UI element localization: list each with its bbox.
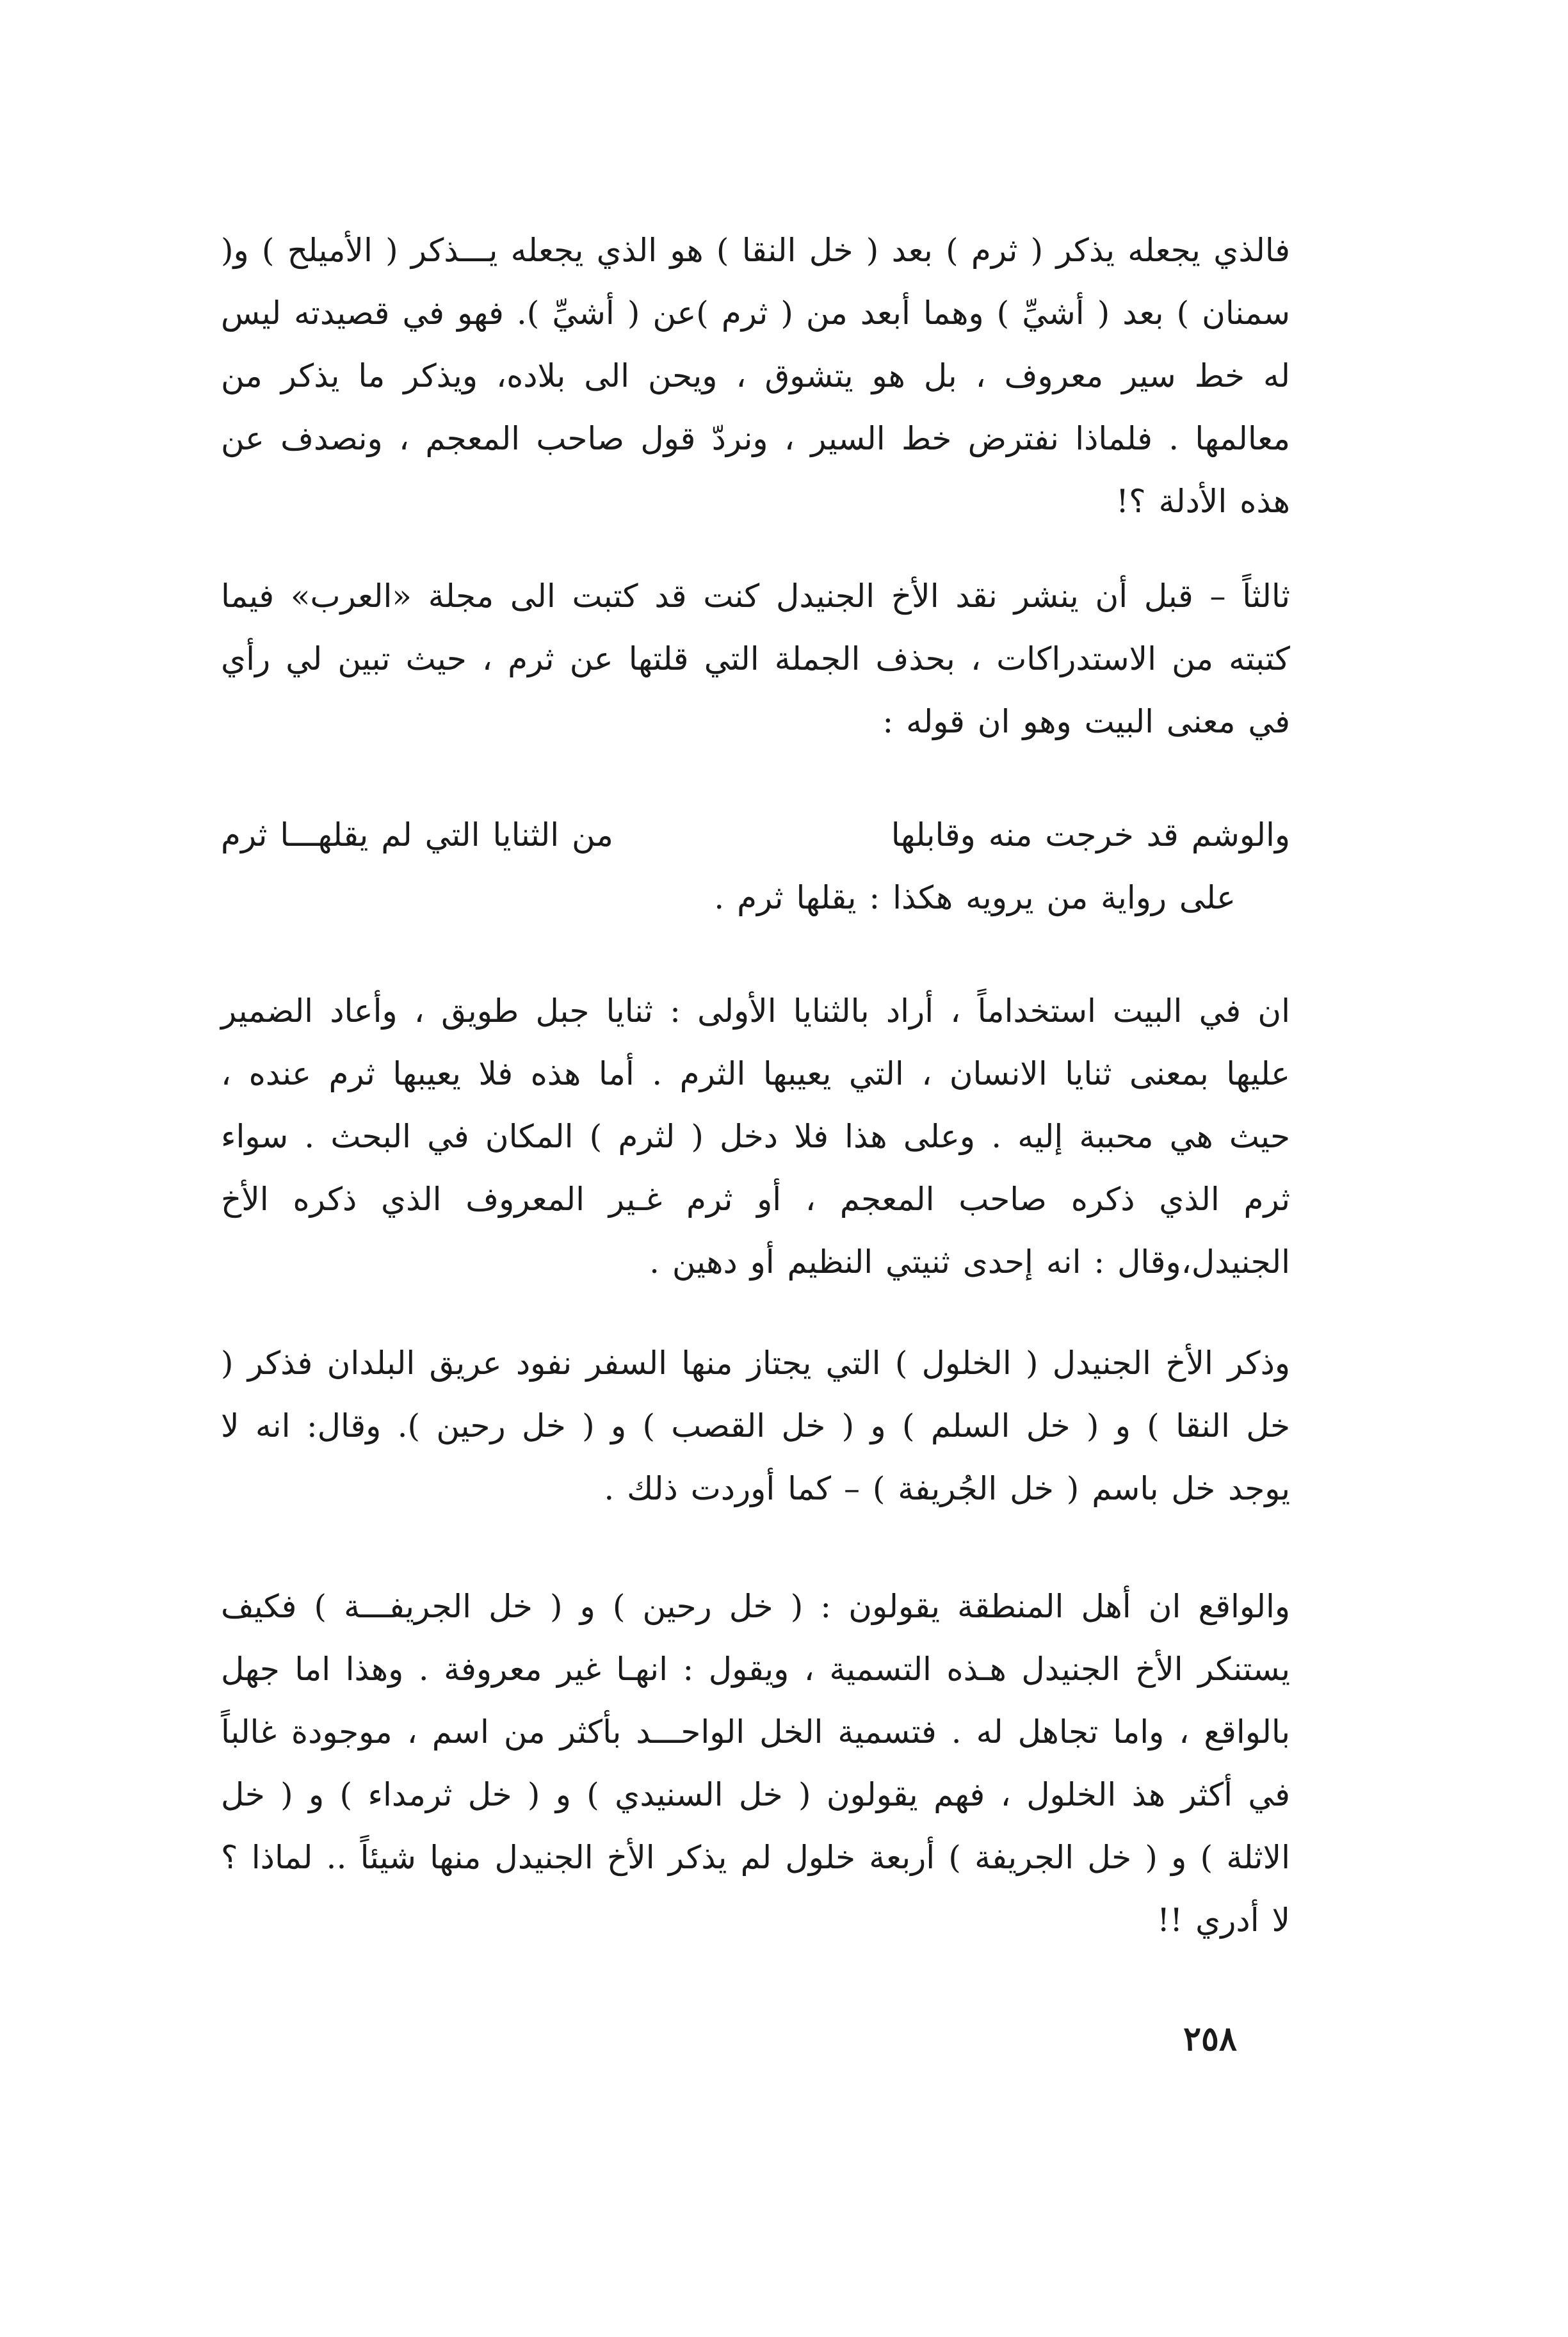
paragraph-1-text: فالذي يجعله يذكر ( ثرم ) بعد ( خل النقا ) هو الذي يجعله يـــذكر ( الأميلح ) و( سمنان ) بعد ( أشيِّ ) وهما أبعد من ( ثرم )عن ( أشيِّ ). فهو في قصيدته ليس له خط سير معروف ، بل هو يتشوق ، ويحن الى بلاده، ويذكر ما يذكر من معالمها . فلماذا نفترض خط السير ، ونردّ قول صاحب المعجم ، ونصدف عن هذه الأدلة ؟!: [221, 232, 1290, 520]
verse-block: [221, 804, 1290, 929]
paragraph-1: [221, 219, 1290, 533]
paragraph-2: [221, 565, 1290, 753]
paragraph-3-text: ان في البيت استخداماً ، أراد بالثنايا الأولى : ثنايا جبل طويق ، وأعاد الضمير عليها بمعنى ثنايا الانسان ، التي يعيبها الثرم . أما هذه فلا يعيبها ثرم عنده ، حيث هي محببة إليه . وعلى هذا فلا دخل ( لثرم ) المكان في البحث . سواء ثرم الذي ذكره صاحب المعجم ، أو ثرم غـير المعروف الذي ذكره الأخ الجنيدل،وقال : انه إحدى ثنيتي النظيم أو دهين .: [221, 992, 1290, 1281]
paragraph-4: [221, 1332, 1290, 1520]
verse-first-hemistich: والوشم قد خرجت منه وقابلها: [891, 816, 1290, 853]
verse-line: [221, 804, 1290, 866]
paragraph-2-text: ثالثاً – قبل أن ينشر نقد الأخ الجنيدل كنت قد كتبت الى مجلة «العرب» فيما كتبته من الاستدراكات ، بحذف الجملة التي قلتها عن ثرم ، حيث تبين لي رأي في معنى البيت وهو ان قوله :: [221, 578, 1290, 740]
paragraph-5: [221, 1575, 1290, 1952]
page-number: ٢٥٨: [1183, 2019, 1237, 2058]
verse-note: على رواية من يرويه هكذا : يقلها ثرم .: [714, 879, 1236, 916]
paragraph-5-text: والواقع ان أهل المنطقة يقولون : ( خل رحين ) و ( خل الجريفـــة ) فكيف يستنكر الأخ الجنيدل هـذه التسمية ، ويقول : انهـا غير معروفة . وهذا اما جهل بالواقع ، واما تجاهل له . فتسمية الخل الواحـــد بأكثر من اسم ، موجودة غالباً في أكثر هذ الخلول ، فهم يقولون ( خل السنيدي ) و ( خل ثرمداء ) و ( خل الاثلة ) و ( خل الجريفة ) أربعة خلول لم يذكر الأخ الجنيدل منها شيئاً .. لماذا ؟ لا أدري !!: [221, 1588, 1290, 1939]
verse-second-hemistich: من الثنايا التي لم يقلهـــا ثرم: [221, 816, 613, 853]
paragraph-3: [221, 980, 1290, 1293]
paragraph-4-text: وذكر الأخ الجنيدل ( الخلول ) التي يجتاز منها السفر نفود عريق البلدان فذكر ( خل النقا ) و ( خل السلم ) و ( خل القصب ) و ( خل رحين ). وقال: انه لا يوجد خل باسم ( خل الجُريفة ) – كما أوردت ذلك .: [221, 1345, 1290, 1507]
